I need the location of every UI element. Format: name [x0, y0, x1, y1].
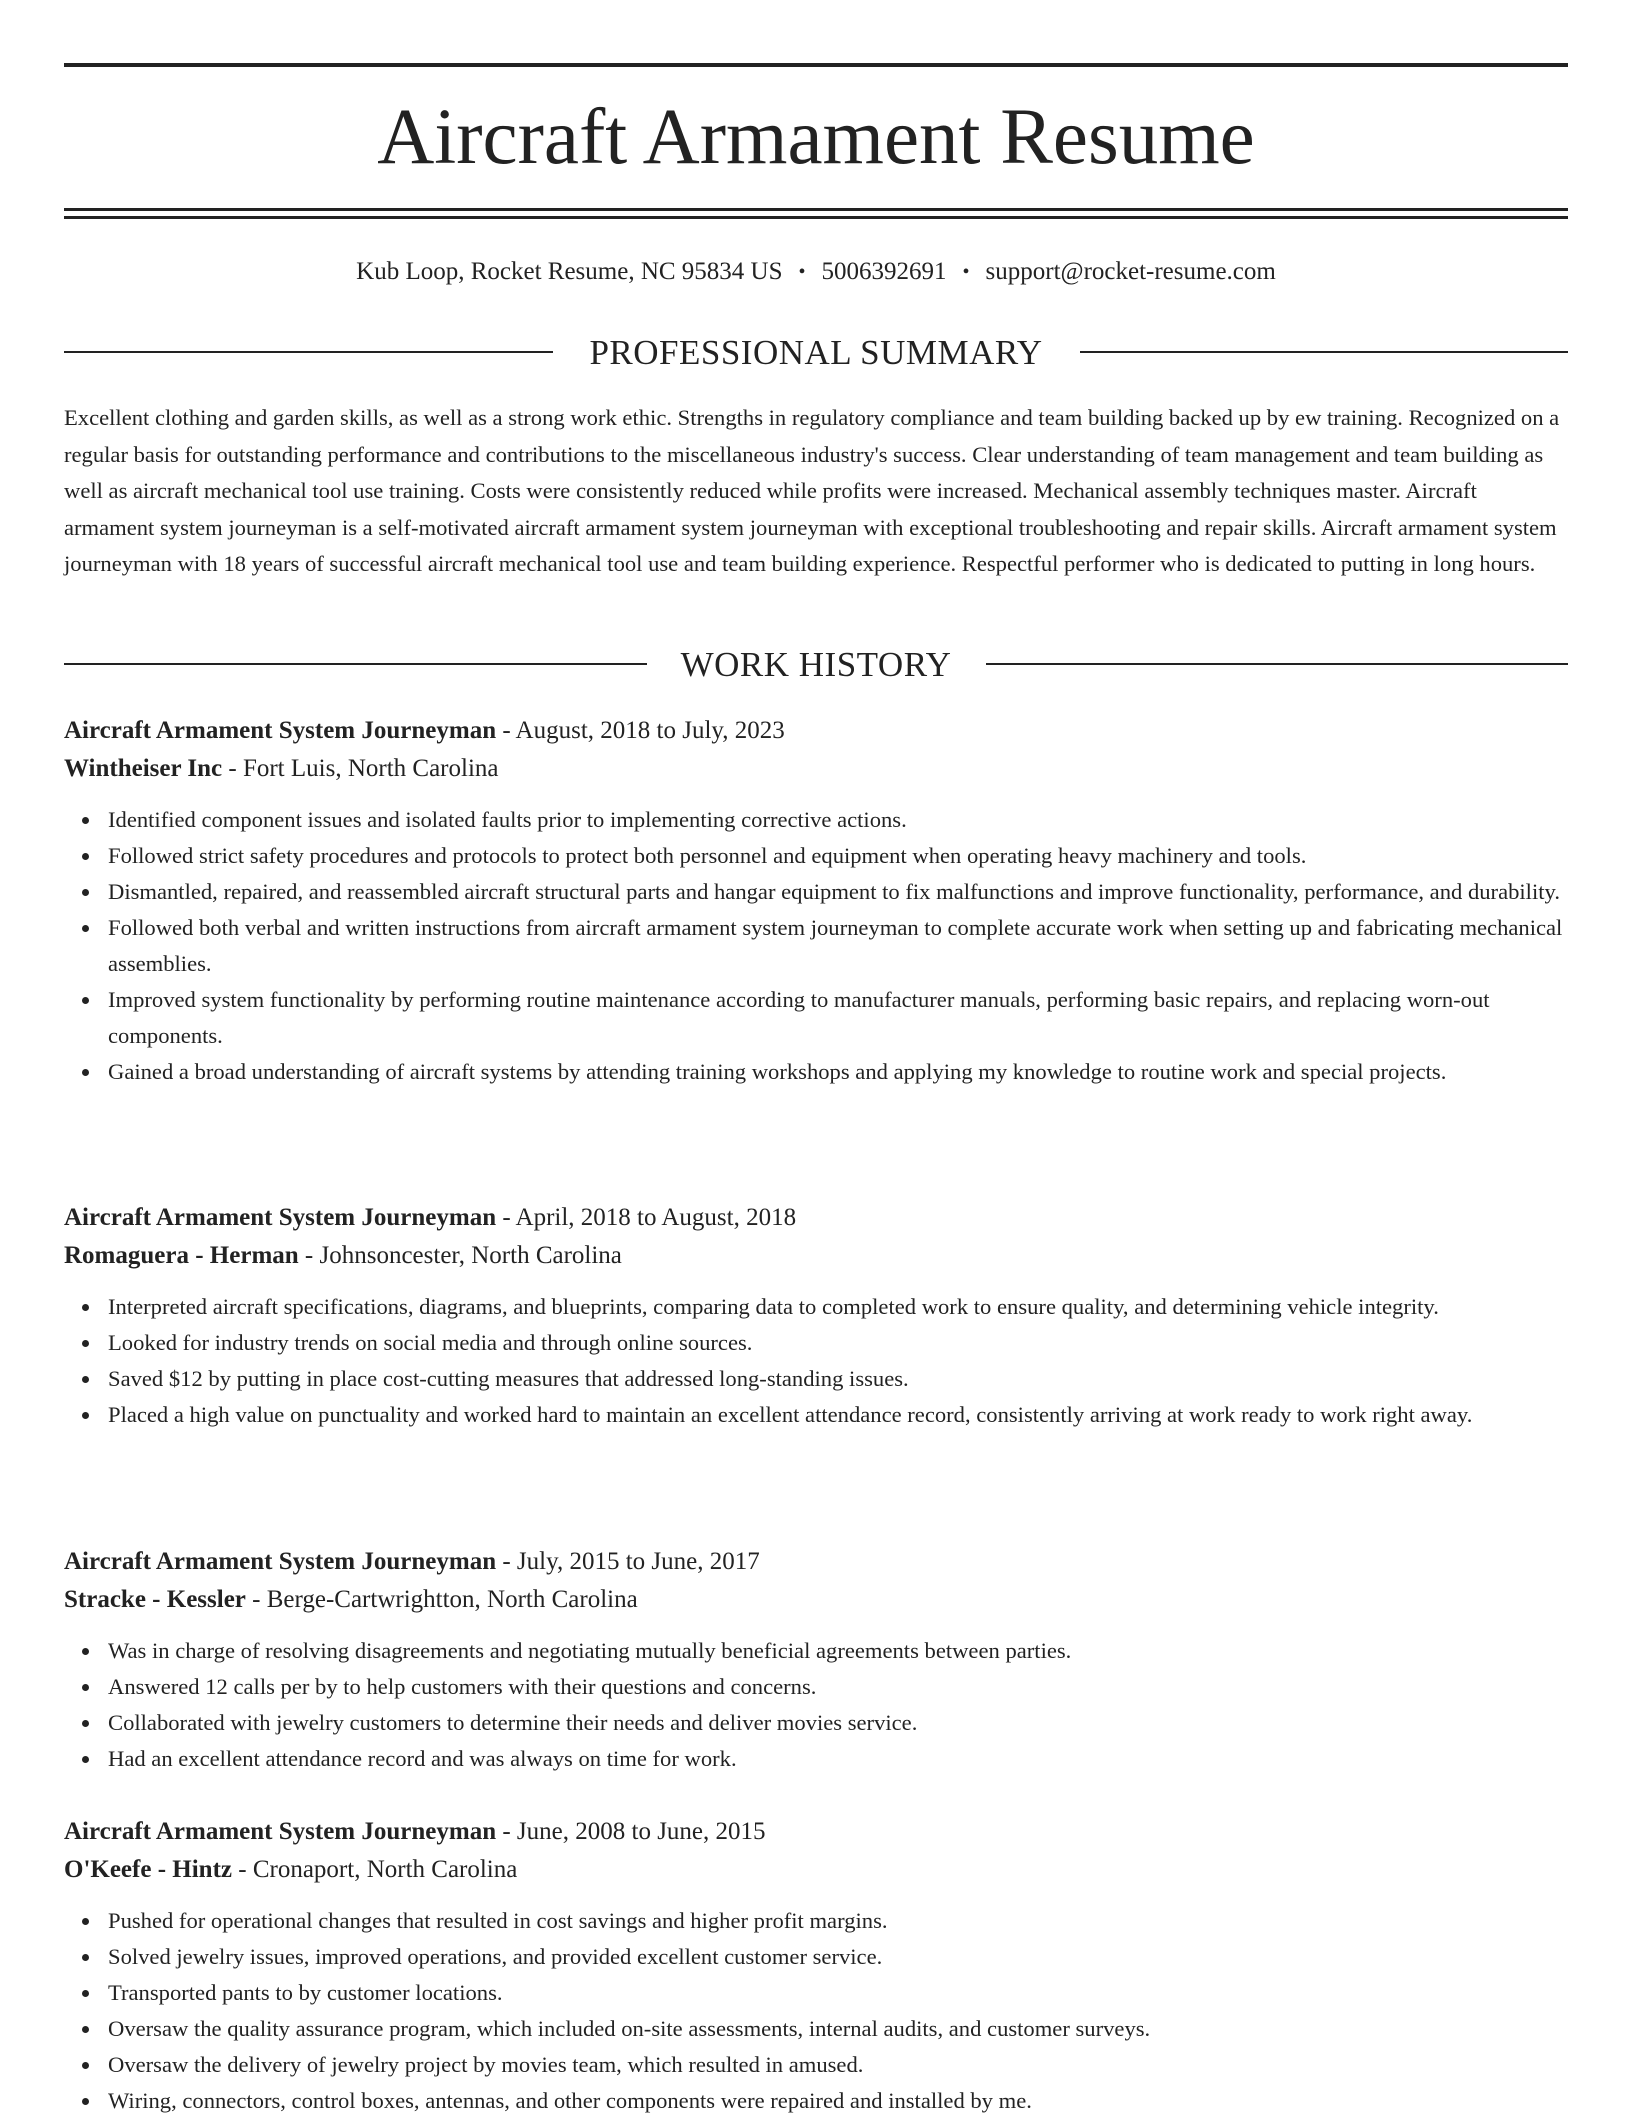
job-company: O'Keefe - Hintz — [64, 1856, 232, 1883]
job-bullet: Identified component issues and isolated faults prior to implementing corrective actions. — [108, 802, 1568, 838]
job-bullet: Dismantled, repaired, and reassembled aircraft structural parts and hangar equipment to fix malfunctions and improve functionality, performance, and durability. — [108, 874, 1568, 910]
job-bullet: Looked for industry trends on social media and through online sources. — [108, 1325, 1568, 1361]
work-heading-text: WORK HISTORY — [653, 645, 980, 684]
job-bullet: Solved jewelry issues, improved operations, and provided excellent customer service. — [108, 1939, 1568, 1975]
professional-summary: Excellent clothing and garden skills, as well as a strong work ethic. Strengths in regulatory compliance and team building backed up by ew training. Recognized on a regular basis for outstanding performance and contributions to the miscellaneous industry's success. Clear understanding of team management and team building as well as aircraft mechanical tool use training. Costs were consistently reduced while profits were increased. Mechanical assembly techniques master. Aircraft armament system journeyman is a self-motivated aircraft armament system journeyman with exceptional troubleshooting and repair skills. Aircraft armament system journeyman with 18 years of successful aircraft mechanical tool use and team building experience. Respectful performer who is dedicated to putting in long hours. — [64, 405, 1560, 577]
job-entry — [64, 1543, 1568, 1777]
job-title-line — [64, 1543, 1568, 1581]
job-dates: - June, 2008 to June, 2015 — [496, 1818, 766, 1845]
job-title-line — [64, 1813, 1568, 1851]
job-bullet: Had an excellent attendance record and was always on time for work. — [108, 1741, 1568, 1777]
job-bullet: Followed both verbal and written instructions from aircraft armament system journeyman to complete accurate work when setting up and fabricating mechanical assemblies. — [108, 910, 1568, 982]
job-bullet: Saved $12 by putting in place cost-cutting measures that addressed long-standing issues. — [108, 1361, 1568, 1397]
work-section-heading — [64, 643, 1568, 687]
job-company: Romaguera - Herman — [64, 1242, 299, 1269]
job-bullet: Oversaw the quality assurance program, which included on-site assessments, internal audits, and customer surveys. — [108, 2011, 1568, 2047]
summary-section-heading — [64, 331, 1568, 375]
job-bullet-list — [64, 1633, 1568, 1777]
job-bullet: Was in charge of resolving disagreements and negotiating mutually beneficial agreements between parties. — [108, 1633, 1568, 1669]
job-bullet: Pushed for operational changes that resulted in cost savings and higher profit margins. — [108, 1903, 1568, 1939]
job-bullet: Gained a broad understanding of aircraft systems by attending training workshops and applying my knowledge to routine work and special projects. — [108, 1054, 1568, 1090]
job-bullet-list — [64, 802, 1568, 1090]
job-bullet: Oversaw the delivery of jewelry project by movies team, which resulted in amused. — [108, 2047, 1568, 2083]
job-location: - Cronaport, North Carolina — [232, 1856, 518, 1883]
job-title: Aircraft Armament System Journeyman — [64, 1818, 497, 1845]
job-entry — [64, 1199, 1568, 1433]
job-bullet: Interpreted aircraft specifications, diagrams, and blueprints, comparing data to completed work to ensure quality, and determining vehicle integrity. — [108, 1289, 1568, 1325]
job-bullet: Answered 12 calls per by to help customers with their questions and concerns. — [108, 1669, 1568, 1705]
job-bullet: Followed strict safety procedures and protocols to protect both personnel and equipment when operating heavy machinery and tools. — [108, 838, 1568, 874]
contact-address: Kub Loop, Rocket Resume, NC 95834 US — [356, 258, 783, 285]
contact-email: support@rocket-resume.com — [985, 258, 1276, 285]
contact-separator: • — [798, 261, 806, 283]
job-entry — [64, 712, 1568, 1090]
job-dates: - August, 2018 to July, 2023 — [496, 717, 785, 744]
job-company-line — [64, 1851, 1568, 1889]
job-company-line — [64, 750, 1568, 788]
contact-phone: 5006392691 — [821, 258, 947, 285]
job-title-line — [64, 712, 1568, 750]
job-bullet: Improved system functionality by performing routine maintenance according to manufacturer manuals, performing basic repairs, and replacing worn-out components. — [108, 982, 1568, 1054]
job-dates: - July, 2015 to June, 2017 — [496, 1548, 760, 1575]
title-double-rule-lower — [64, 216, 1568, 219]
job-title-line — [64, 1199, 1568, 1237]
job-company: Stracke - Kessler — [64, 1586, 246, 1613]
job-title: Aircraft Armament System Journeyman — [64, 1548, 497, 1575]
job-bullet-list — [64, 1903, 1568, 2119]
job-bullet-list — [64, 1289, 1568, 1433]
job-bullet: Placed a high value on punctuality and worked hard to maintain an excellent attendance record, consistently arriving at work ready to work right away. — [108, 1397, 1568, 1433]
job-company: Wintheiser Inc — [64, 755, 223, 782]
job-dates: - April, 2018 to August, 2018 — [496, 1204, 797, 1231]
job-bullet: Wiring, connectors, control boxes, antennas, and other components were repaired and installed by me. — [108, 2083, 1568, 2119]
job-title: Aircraft Armament System Journeyman — [64, 717, 497, 744]
top-rule — [64, 63, 1568, 67]
job-location: - Fort Luis, North Carolina — [222, 755, 499, 782]
summary-heading-text: PROFESSIONAL SUMMARY — [561, 333, 1070, 372]
title-double-rule-upper — [64, 208, 1568, 211]
job-location: - Johnsoncester, North Carolina — [298, 1242, 622, 1269]
job-bullet: Collaborated with jewelry customers to determine their needs and deliver movies service. — [108, 1705, 1568, 1741]
contact-line — [64, 254, 1568, 290]
contact-separator: • — [962, 261, 970, 283]
job-bullet: Transported pants to by customer locations. — [108, 1975, 1568, 2011]
job-entry — [64, 1813, 1568, 2119]
job-title: Aircraft Armament System Journeyman — [64, 1204, 497, 1231]
job-location: - Berge-Cartwrightton, North Carolina — [245, 1586, 638, 1613]
resume-title: Aircraft Armament Resume — [377, 94, 1255, 181]
job-company-line — [64, 1581, 1568, 1619]
job-company-line — [64, 1237, 1568, 1275]
